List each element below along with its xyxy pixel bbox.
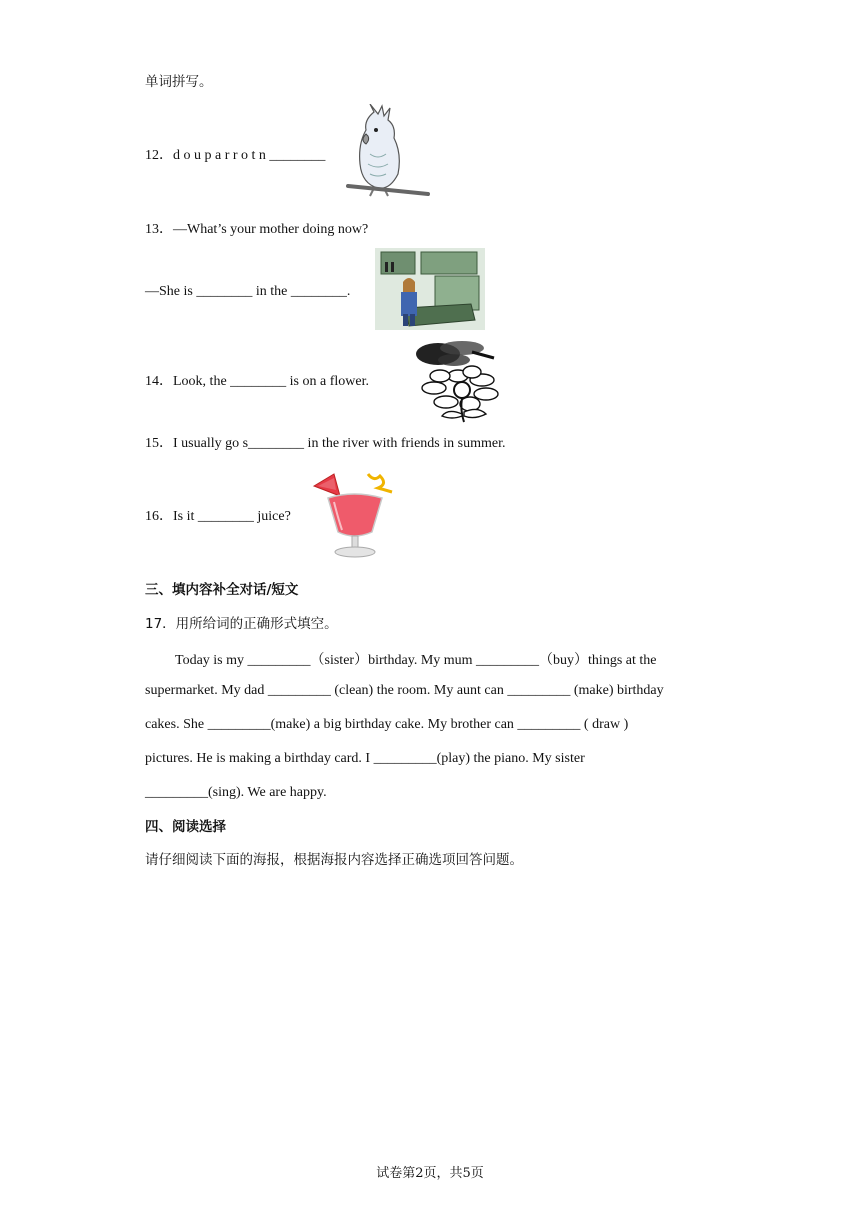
juice-glass-picture <box>308 470 400 558</box>
question-15: 15．I usually go s________ in the river with friends in summer. <box>145 436 506 451</box>
passage-line: cakes. She _________(make) a big birthday cake. My brother can _________ ( draw ) <box>145 717 629 732</box>
question-14: 14．Look, the ________ is on a flower. <box>145 374 369 389</box>
question-13-prompt: 13．—What’s your mother doing now? <box>145 222 369 237</box>
bee-flower-picture <box>402 336 520 424</box>
kitchen-picture <box>375 248 485 330</box>
section-4-intro: 请仔细阅读下面的海报，根据海报内容选择正确选项回答问题。 <box>145 852 523 868</box>
question-16: 16．Is it ________ juice? <box>145 509 291 524</box>
question-17: 17．用所给词的正确形式填空。 <box>145 616 338 632</box>
section-intro: 单词拼写。 <box>145 74 213 90</box>
passage-line: supermarket. My dad _________ (clean) the room. My aunt can _________ (make) birthday <box>145 683 664 698</box>
passage-line: _________(sing). We are happy. <box>145 785 327 800</box>
page-footer: 试卷第2页，共5页 <box>376 1166 484 1181</box>
parrot-picture <box>344 104 430 200</box>
passage-line: pictures. He is making a birthday card. I _________(play) the piano. My sister <box>145 751 585 766</box>
section-4-title: 四、阅读选择 <box>145 819 226 835</box>
question-12: 12．d o u p a r r o t n ________ <box>145 148 326 163</box>
section-3-title: 三、填内容补全对话/短文 <box>145 582 299 598</box>
question-13-answer: —She is ________ in the ________. <box>145 284 351 299</box>
passage-line: Today is my _________（sister）birthday. My mum _________（buy）things at the <box>175 653 657 668</box>
